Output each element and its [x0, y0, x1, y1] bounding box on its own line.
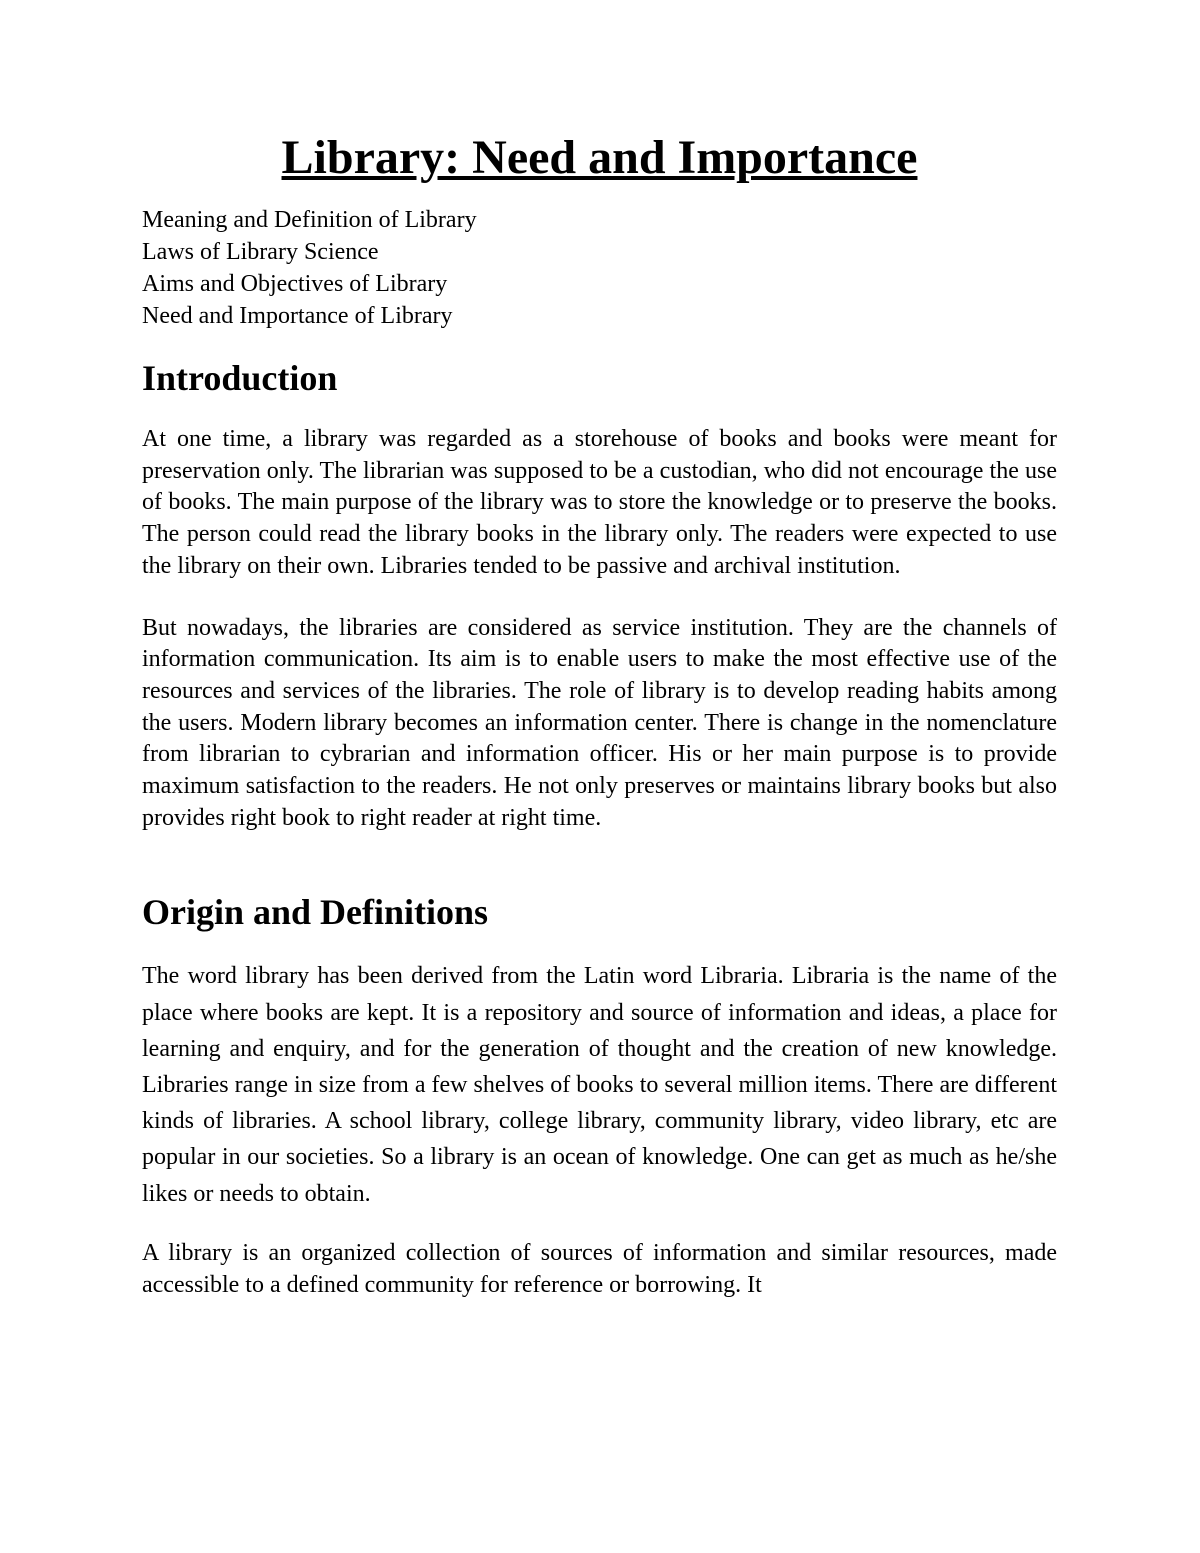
introduction-heading: Introduction — [142, 358, 338, 398]
introduction-paragraph-2: But nowadays, the libraries are considered as service institution. They are the channels of information communication. Its aim is to enable users to make the most effective use of the resources and services of the libraries. The role of library is to develop reading habits among the users. Modern library becomes an information center. There is change in the nomenclature from librarian to cybrarian and information officer. His or her main purpose is to provide maximum satisfaction to the readers. He not only preserves or maintains library books but also provides right book to right reader at right time. — [142, 614, 1057, 831]
introduction-paragraph-1: At one time, a library was regarded as a storehouse of books and books were meant for preservation only. The librarian was supposed to be a custodian, who did not encourage the use of books. The main purpose of the library was to store the knowledge or to preserve the books. The person could read the library books in the library only. The readers were expected to use the library on their own. Libraries tended to be passive and archival institution. — [142, 426, 1057, 579]
table-of-contents — [142, 204, 1057, 332]
toc-item-laws: Laws of Library Science — [142, 239, 379, 265]
origin-heading: Origin and Definitions — [142, 892, 489, 933]
origin-paragraph-2: A library is an organized collection of sources of information and similar resources, made accessible to a defined community for reference or borrowing. It — [142, 1239, 1057, 1298]
toc-item-need: Need and Importance of Library — [142, 303, 453, 329]
toc-item-aims: Aims and Objectives of Library — [142, 271, 448, 297]
document-page — [142, 131, 1057, 1301]
toc-item-meaning: Meaning and Definition of Library — [142, 207, 477, 233]
origin-paragraph-1: The word library has been derived from the Latin word Libraria. Libraria is the name of the place where books are kept. It is a repository and source of information and ideas, a place for learning and enquiry, and for the generation of thought and the creation of new knowledge. Libraries range in size from a few shelves of books to several million items. There are different kinds of libraries. A school library, college library, community library, video library, etc are popular in our societies. So a library is an ocean of knowledge. One can get as much as he/she likes or needs to obtain. — [142, 963, 1057, 1207]
document-title: Library: Need and Importance — [281, 131, 918, 184]
